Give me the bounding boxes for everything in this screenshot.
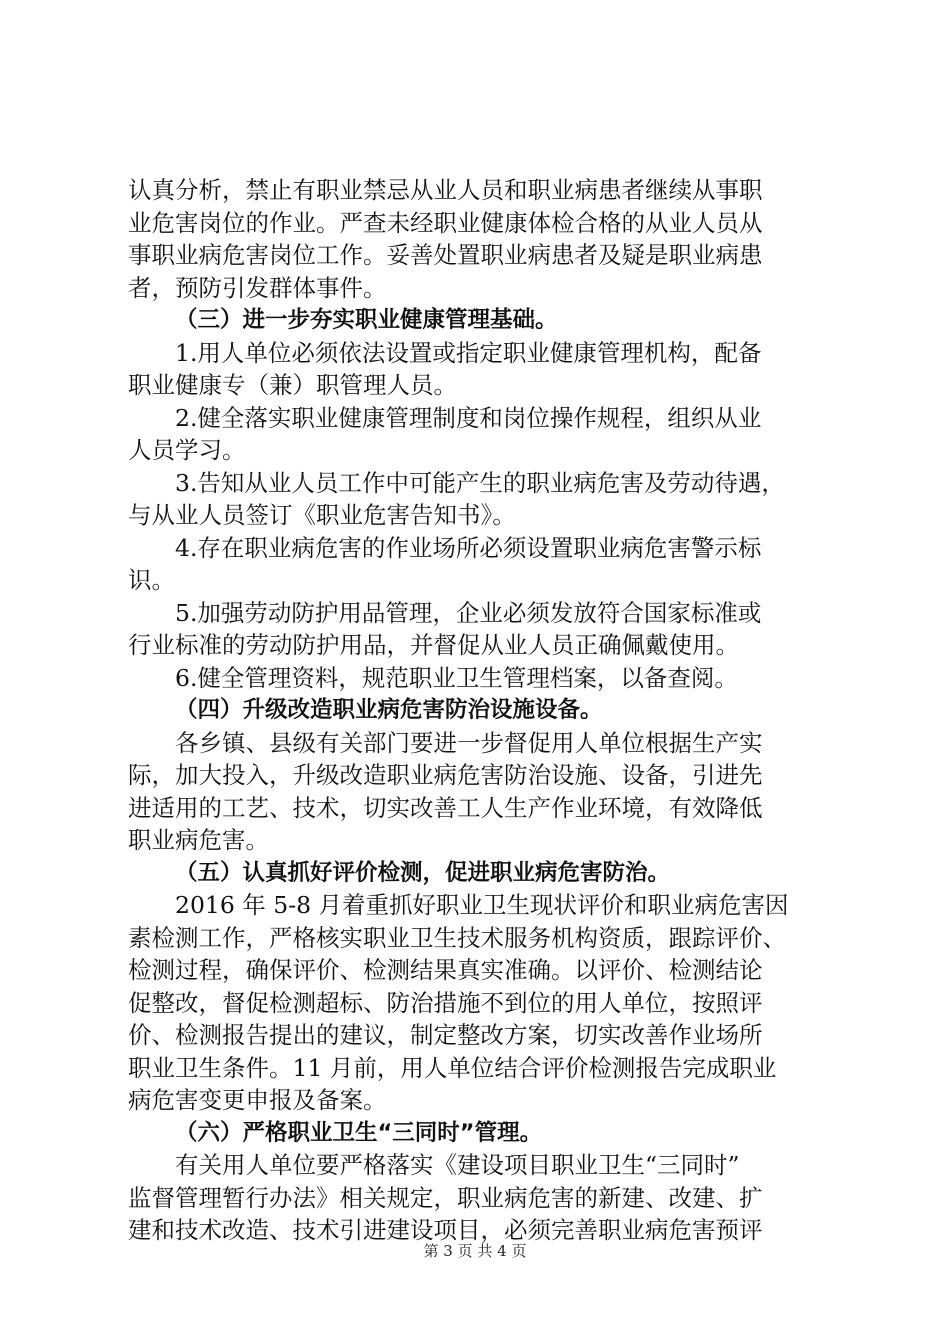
text-line: 识。 <box>128 566 175 594</box>
text-line: 进适用的工艺、技术，切实改善工人生产作业环境，有效降低 <box>128 793 763 822</box>
text-line: 6.健全管理资料，规范职业卫生管理档案，以备查阅。 <box>175 663 738 692</box>
text-line: 4.存在职业病危害的作业场所必须设置职业病危害警示标 <box>175 533 762 562</box>
text-line: 素检测工作，严格核实职业卫生技术服务机构资质，跟踪评价、 <box>128 923 786 952</box>
document-body <box>128 174 834 1247</box>
text-line: 价、检测报告提出的建议，制定整改方案，切实改善作业场所 <box>128 1021 763 1049</box>
text-line: 认真分析，禁止有职业禁忌从业人员和职业病患者继续从事职 <box>128 176 763 204</box>
text-line: 病危害变更申报及备案。 <box>128 1086 387 1114</box>
section-heading: （六）严格职业卫生“三同时”管理。 <box>175 1119 543 1146</box>
section-heading: （三）进一步夯实职业健康管理基础。 <box>175 307 558 333</box>
text-line: 职业病危害。 <box>128 826 269 854</box>
text-line: 与从业人员签订《职业危害告知书》。 <box>128 501 516 529</box>
text-line: 业危害岗位的作业。严查未经职业健康体检合格的从业人员从 <box>128 208 763 237</box>
text-line: 职业健康专（兼）职管理人员。 <box>128 371 457 399</box>
page-footer: 第 3 页 共 4 页 <box>423 1242 527 1260</box>
text-line: 事职业病危害岗位工作。妥善处置职业病患者及疑是职业病患 <box>128 241 763 269</box>
section-heading: （四）升级改造职业病危害防治设施设备。 <box>175 697 603 723</box>
text-line: 际，加大投入，升级改造职业病危害防治设施、设备，引进先 <box>128 761 763 789</box>
section-heading: （五）认真抓好评价检测，促进职业病危害防治。 <box>175 859 671 886</box>
text-line: 3.告知从业人员工作中可能产生的职业病危害及劳动待遇， <box>175 468 785 497</box>
text-line: 检测过程，确保评价、检测结果真实准确。以评价、检测结论 <box>128 956 763 984</box>
text-line: 5.加强劳动防护用品管理，企业必须发放符合国家标准或 <box>175 598 762 627</box>
text-line: 2.健全落实职业健康管理制度和岗位操作规程，组织从业 <box>175 403 762 432</box>
text-line: 行业标准的劳动防护用品，并督促从业人员正确佩戴使用。 <box>128 631 739 659</box>
text-line: 建和技术改造、技术引进建设项目，必须完善职业病危害预评 <box>128 1216 763 1244</box>
text-line: 职业卫生条件。11 月前，用人单位结合评价检测报告完成职业 <box>128 1053 777 1082</box>
text-line: 1.用人单位必须依法设置或指定职业健康管理机构，配备 <box>175 338 762 367</box>
text-line: 监督管理暂行办法》相关规定，职业病危害的新建、改建、扩 <box>128 1183 763 1212</box>
text-line: 促整改，督促检测超标、防治措施不到位的用人单位，按照评 <box>128 988 763 1017</box>
text-line: 有关用人单位要严格落实《建设项目职业卫生“三同时” <box>175 1151 740 1179</box>
text-line: 者，预防引发群体事件。 <box>128 273 387 302</box>
text-line: 2016 年 5-8 月着重抓好职业卫生现状评价和职业病危害因 <box>175 891 789 919</box>
text-line: 人员学习。 <box>128 436 246 464</box>
text-line: 各乡镇、县级有关部门要进一步督促用人单位根据生产实 <box>175 728 763 757</box>
